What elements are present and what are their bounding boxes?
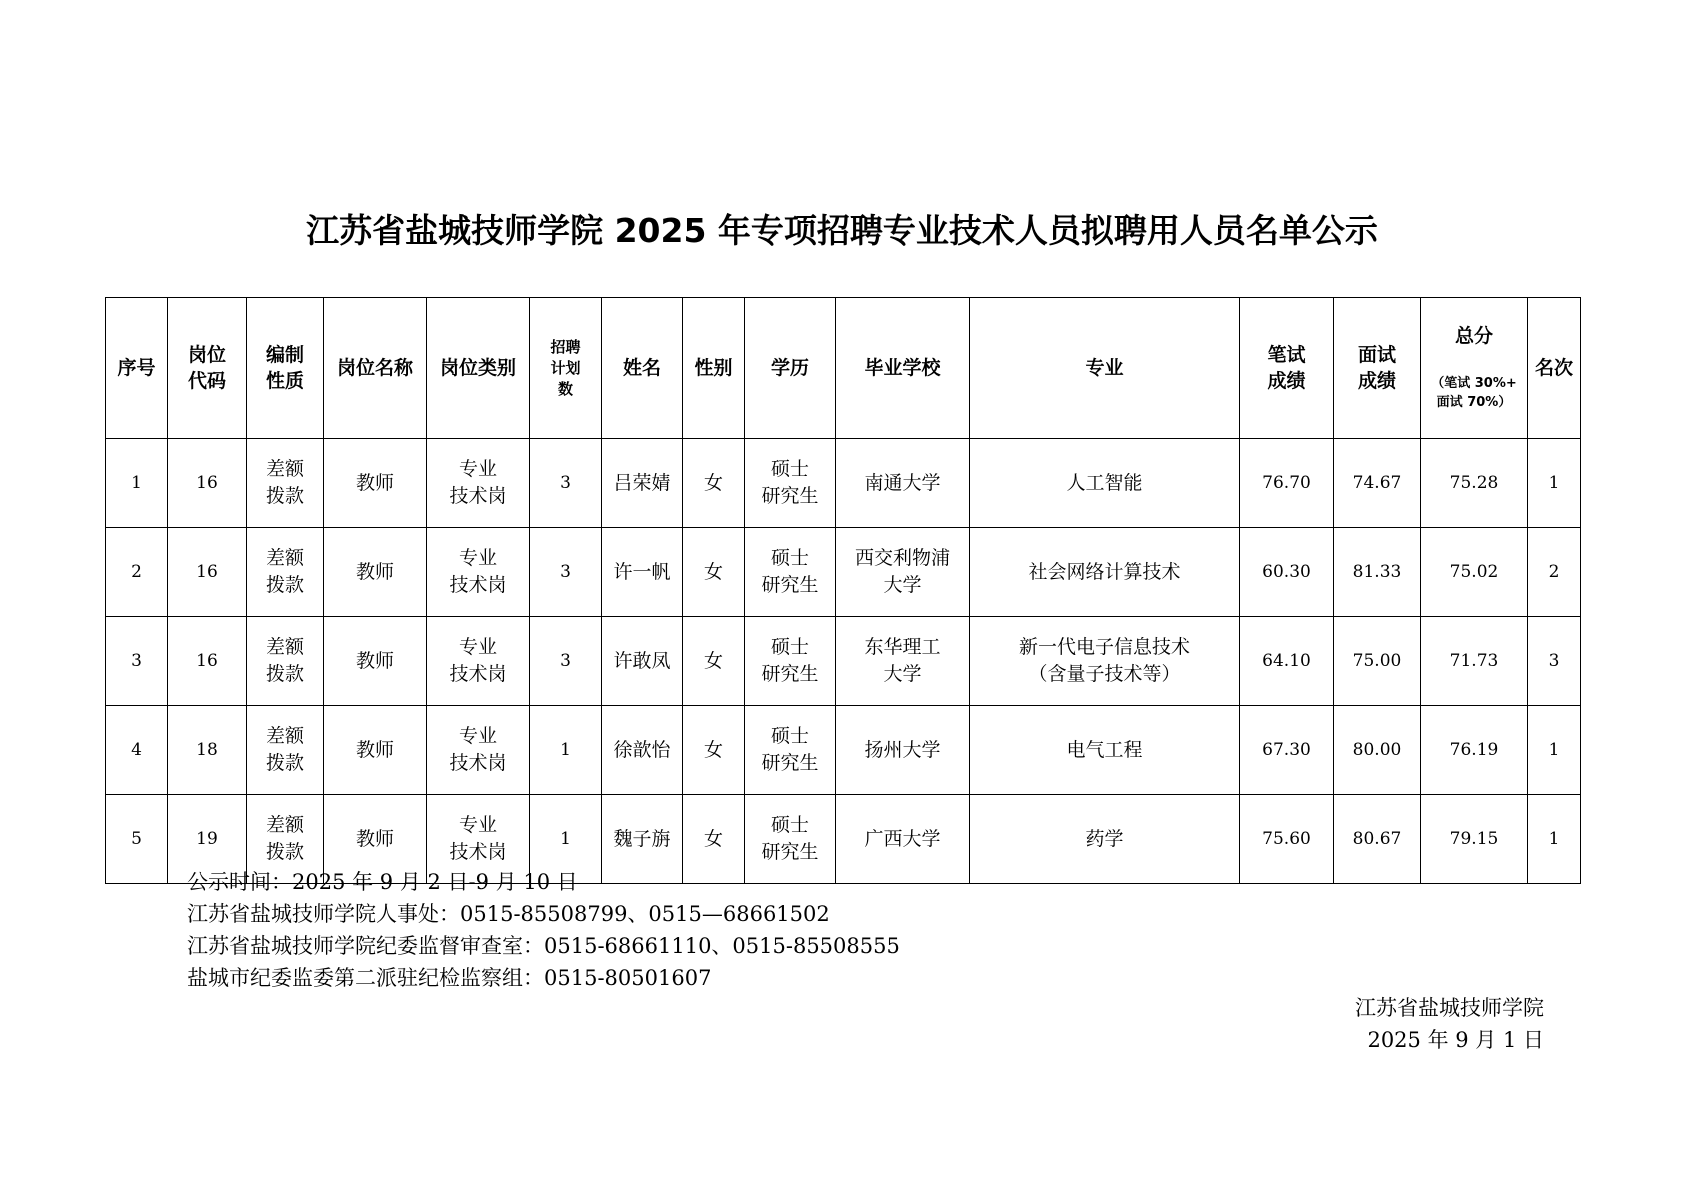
cell-school: 扬州大学 (836, 706, 970, 795)
notice-info (187, 866, 900, 994)
cell-post-type: 专业 技术岗 (427, 439, 530, 528)
cell-interview: 80.67 (1334, 795, 1421, 884)
cell-school: 西交利物浦 大学 (836, 528, 970, 617)
cell-education: 硕士 研究生 (745, 617, 836, 706)
candidate-table (105, 297, 1581, 884)
header-school: 毕业学校 (836, 298, 970, 439)
cell-plan: 1 (530, 795, 602, 884)
cell-major: 人工智能 (970, 439, 1240, 528)
cell-interview: 74.67 (1334, 439, 1421, 528)
cell-written: 67.30 (1240, 706, 1334, 795)
cell-gender: 女 (683, 795, 745, 884)
cell-post-name: 教师 (324, 528, 427, 617)
cell-total: 71.73 (1421, 617, 1528, 706)
header-rank: 名次 (1528, 298, 1581, 439)
cell-gender: 女 (683, 706, 745, 795)
cell-seq: 4 (106, 706, 168, 795)
header-education: 学历 (745, 298, 836, 439)
cell-post-type: 专业 技术岗 (427, 528, 530, 617)
header-post-name: 岗位名称 (324, 298, 427, 439)
cell-post-name: 教师 (324, 439, 427, 528)
cell-post-type: 专业 技术岗 (427, 706, 530, 795)
header-interview: 面试 成绩 (1334, 298, 1421, 439)
cell-written: 60.30 (1240, 528, 1334, 617)
header-name: 姓名 (602, 298, 683, 439)
header-plan: 招聘 计划 数 (530, 298, 602, 439)
cell-rank: 1 (1528, 439, 1581, 528)
cell-school: 广西大学 (836, 795, 970, 884)
cell-post-code: 19 (168, 795, 247, 884)
cell-major: 社会网络计算技术 (970, 528, 1240, 617)
header-major: 专业 (970, 298, 1240, 439)
cell-interview: 80.00 (1334, 706, 1421, 795)
cell-seq: 5 (106, 795, 168, 884)
cell-post-code: 16 (168, 439, 247, 528)
cell-name: 魏子旃 (602, 795, 683, 884)
cell-interview: 75.00 (1334, 617, 1421, 706)
cell-name: 徐歆怡 (602, 706, 683, 795)
cell-plan: 3 (530, 439, 602, 528)
cell-total: 76.19 (1421, 706, 1528, 795)
cell-staffing: 差额 拨款 (247, 795, 324, 884)
header-total (1421, 298, 1528, 439)
cell-post-code: 16 (168, 528, 247, 617)
table-header-row (106, 298, 1581, 439)
header-total-label: 总分 (1454, 325, 1493, 347)
cell-staffing: 差额 拨款 (247, 439, 324, 528)
cell-name: 许敢凤 (602, 617, 683, 706)
cell-plan: 3 (530, 528, 602, 617)
cell-seq: 1 (106, 439, 168, 528)
cell-major: 电气工程 (970, 706, 1240, 795)
signature-block (1355, 992, 1544, 1056)
cell-plan: 1 (530, 706, 602, 795)
table-row (106, 706, 1581, 795)
cell-major: 新一代电子信息技术 （含量子技术等） (970, 617, 1240, 706)
header-seq: 序号 (106, 298, 168, 439)
cell-total: 79.15 (1421, 795, 1528, 884)
cell-rank: 2 (1528, 528, 1581, 617)
cell-total: 75.28 (1421, 439, 1528, 528)
cell-education: 硕士 研究生 (745, 439, 836, 528)
cell-post-type: 专业 技术岗 (427, 617, 530, 706)
cell-total: 75.02 (1421, 528, 1528, 617)
contact-hr: 江苏省盐城技师学院人事处：0515-85508799、0515—68661502 (187, 902, 830, 926)
cell-post-type: 专业 技术岗 (427, 795, 530, 884)
cell-gender: 女 (683, 617, 745, 706)
cell-written: 76.70 (1240, 439, 1334, 528)
header-written: 笔试 成绩 (1240, 298, 1334, 439)
signature-org: 江苏省盐城技师学院 (1355, 996, 1544, 1020)
cell-rank: 3 (1528, 617, 1581, 706)
cell-education: 硕士 研究生 (745, 795, 836, 884)
table-row (106, 617, 1581, 706)
cell-written: 64.10 (1240, 617, 1334, 706)
cell-interview: 81.33 (1334, 528, 1421, 617)
contact-discipline-office: 江苏省盐城技师学院纪委监督审查室：0515-68661110、0515-85508555 (187, 934, 900, 958)
cell-post-name: 教师 (324, 795, 427, 884)
cell-staffing: 差额 拨款 (247, 617, 324, 706)
cell-name: 吕荣婧 (602, 439, 683, 528)
cell-gender: 女 (683, 528, 745, 617)
cell-post-code: 18 (168, 706, 247, 795)
cell-post-name: 教师 (324, 706, 427, 795)
header-total-formula: （笔试 30%+ 面试 70%） (1431, 376, 1517, 410)
table-row (106, 528, 1581, 617)
cell-gender: 女 (683, 439, 745, 528)
header-post-code: 岗位 代码 (168, 298, 247, 439)
cell-education: 硕士 研究生 (745, 706, 836, 795)
cell-education: 硕士 研究生 (745, 528, 836, 617)
header-post-type: 岗位类别 (427, 298, 530, 439)
cell-written: 75.60 (1240, 795, 1334, 884)
cell-post-code: 16 (168, 617, 247, 706)
cell-post-name: 教师 (324, 617, 427, 706)
header-staffing: 编制 性质 (247, 298, 324, 439)
cell-name: 许一帆 (602, 528, 683, 617)
cell-rank: 1 (1528, 795, 1581, 884)
cell-school: 南通大学 (836, 439, 970, 528)
contact-supervision-group: 盐城市纪委监委第二派驻纪检监察组：0515-80501607 (187, 966, 712, 990)
cell-major: 药学 (970, 795, 1240, 884)
cell-staffing: 差额 拨款 (247, 706, 324, 795)
header-gender: 性别 (683, 298, 745, 439)
notice-period: 公示时间：2025 年 9 月 2 日-9 月 10 日 (187, 870, 578, 894)
cell-staffing: 差额 拨款 (247, 528, 324, 617)
cell-plan: 3 (530, 617, 602, 706)
cell-school: 东华理工 大学 (836, 617, 970, 706)
page-title: 江苏省盐城技师学院 2025 年专项招聘专业技术人员拟聘用人员名单公示 (306, 211, 1378, 250)
table-row (106, 439, 1581, 528)
cell-rank: 1 (1528, 706, 1581, 795)
cell-seq: 3 (106, 617, 168, 706)
cell-seq: 2 (106, 528, 168, 617)
signature-date: 2025 年 9 月 1 日 (1367, 1028, 1544, 1052)
